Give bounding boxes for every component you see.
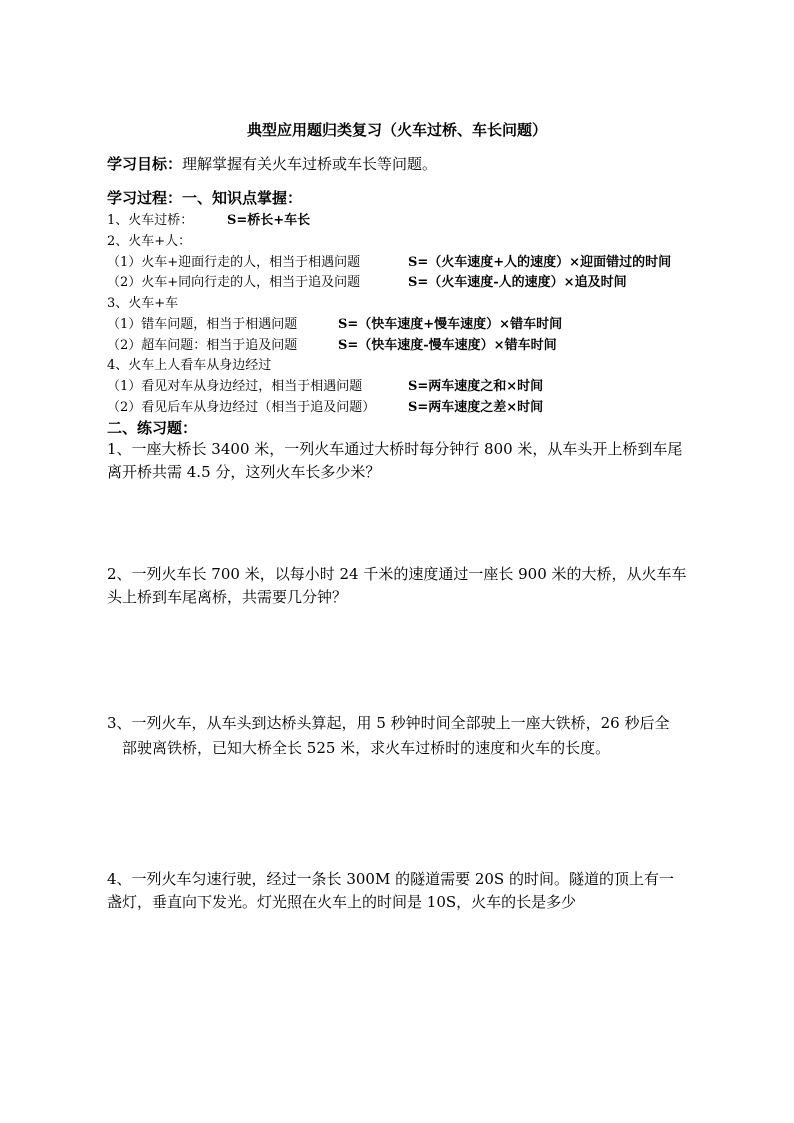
learning-goal: [107, 157, 437, 172]
knowledge-item-2: 2、火车+人：: [107, 234, 192, 249]
knowledge-item-3-2-text: （2）超车问题：相当于追及问题: [107, 338, 298, 353]
knowledge-item-4-2-formula: S=两车速度之差×时间: [408, 400, 544, 415]
exercise-2-line-2: 头上桥到车尾离桥，共需要几分钟？: [107, 588, 348, 606]
exercise-3-line-2: 部驶离铁桥，已知大桥全长 525 米，求火车过桥时的速度和火车的长度。: [122, 739, 611, 757]
knowledge-item-3-1-text: （1）错车问题，相当于相遇问题: [107, 317, 298, 332]
knowledge-item-3-2: [107, 338, 557, 353]
knowledge-item-4: 4、火车上人看车从身边经过: [107, 358, 272, 373]
exercise-3-line-1: 3、一列火车，从车头到达桥头算起，用 5 秒钟时间全部驶上一座大铁桥，26 秒后全: [107, 714, 670, 732]
knowledge-item-4-1-formula: S=两车速度之和×时间: [408, 379, 544, 394]
knowledge-item-4-1: [107, 379, 544, 394]
knowledge-item-4-1-text: （1）看见对车从身边经过，相当于相遇问题: [107, 379, 363, 394]
exercise-1-line-2: 离开桥共需 4.5 分，这列火车长多少米？: [107, 463, 381, 481]
knowledge-item-1-formula: S=桥长+车长: [227, 213, 311, 228]
exercise-1-line-1: 1、一座大桥长 3400 米，一列火车通过大桥时每分钟行 800 米，从车头开上桥到车尾: [107, 440, 683, 458]
knowledge-item-3-2-formula: S=（快车速度-慢车速度）×错车时间: [338, 338, 557, 353]
knowledge-item-2-2: [107, 275, 627, 290]
knowledge-item-4-2: [107, 400, 544, 415]
knowledge-item-4-2-text: （2）看见后车从身边经过（相当于追及问题）: [107, 400, 376, 415]
learning-goal-text: 理解掌握有关火车过桥或车长等问题。: [182, 155, 438, 173]
process-heading: 学习过程：一、知识点掌握：: [107, 189, 303, 207]
knowledge-item-3-1-formula: S=（快车速度+慢车速度）×错车时间: [338, 317, 563, 332]
knowledge-item-2-2-text: （2）火车+同向行走的人，相当于追及问题: [107, 275, 361, 290]
knowledge-item-3-1: [107, 317, 563, 332]
exercise-2-line-1: 2、一列火车长 700 米，以每小时 24 千米的速度通过一座长 900 米的大桥，从火车车: [107, 565, 687, 583]
knowledge-item-2-1-formula: S=（火车速度+人的速度）×迎面错过的时间: [408, 255, 672, 270]
knowledge-item-2-2-formula: S=（火车速度-人的速度）×追及时间: [408, 275, 627, 290]
exercise-4-line-1: 4、一列火车匀速行驶，经过一条长 300M 的隧道需要 20S 的时间。隧道的顶上有一: [107, 870, 674, 888]
knowledge-item-2-1-text: （1）火车+迎面行走的人，相当于相遇问题: [107, 255, 361, 270]
knowledge-item-1-text: 1、火车过桥：: [107, 213, 194, 228]
knowledge-item-2-1: [107, 255, 672, 270]
knowledge-item-3: 3、火车+车: [107, 296, 179, 311]
page-title: 典型应用题归类复习（火车过桥、车长问题）: [246, 121, 547, 139]
exercise-4-line-2: 盏灯，垂直向下发光。灯光照在火车上的时间是 10S，火车的长是多少: [107, 893, 577, 911]
learning-goal-label: 学习目标：: [107, 155, 183, 173]
exercise-heading: 二、练习题：: [107, 419, 198, 437]
knowledge-item-1: [107, 213, 311, 228]
